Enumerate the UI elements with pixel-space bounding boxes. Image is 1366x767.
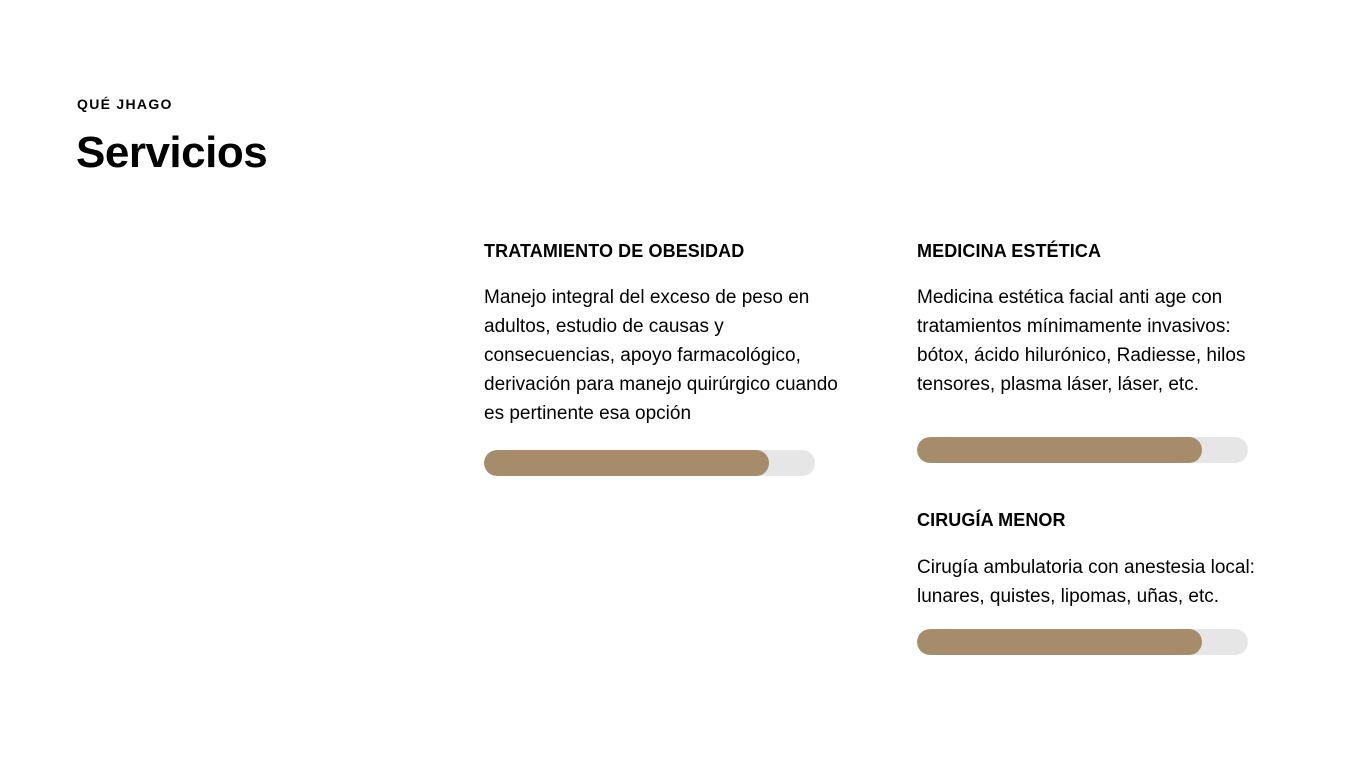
service-card-obesidad	[484, 240, 854, 480]
service-progress-track	[484, 450, 815, 476]
section-eyebrow: QUÉ JHAGO	[77, 96, 173, 112]
service-title: MEDICINA ESTÉTICA	[917, 241, 1102, 261]
service-title: CIRUGÍA MENOR	[917, 510, 1066, 530]
service-description: Manejo integral del exceso de peso en adultos, estudio de causas y consecuencias, apoyo farmacológico, derivación para manejo quirúrgico cuando es pertinente esa opción	[484, 287, 838, 424]
service-progress-fill	[917, 629, 1202, 655]
service-card-estetica	[917, 240, 1287, 470]
service-card-cirugia	[917, 509, 1287, 669]
service-progress-fill	[484, 450, 769, 476]
service-progress-fill	[917, 437, 1202, 463]
service-progress-track	[917, 629, 1248, 655]
page-title: Servicios	[76, 128, 268, 177]
service-description: Cirugía ambulatoria con anestesia local: lunares, quistes, lipomas, uñas, etc.	[917, 557, 1255, 607]
service-progress-track	[917, 437, 1248, 463]
service-description: Medicina estética facial anti age con tratamientos mínimamente invasivos: bótox, ácido hilurónico, Radiesse, hilos tensores, plasma láser, láser, etc.	[917, 287, 1246, 395]
service-title: TRATAMIENTO DE OBESIDAD	[484, 241, 745, 261]
